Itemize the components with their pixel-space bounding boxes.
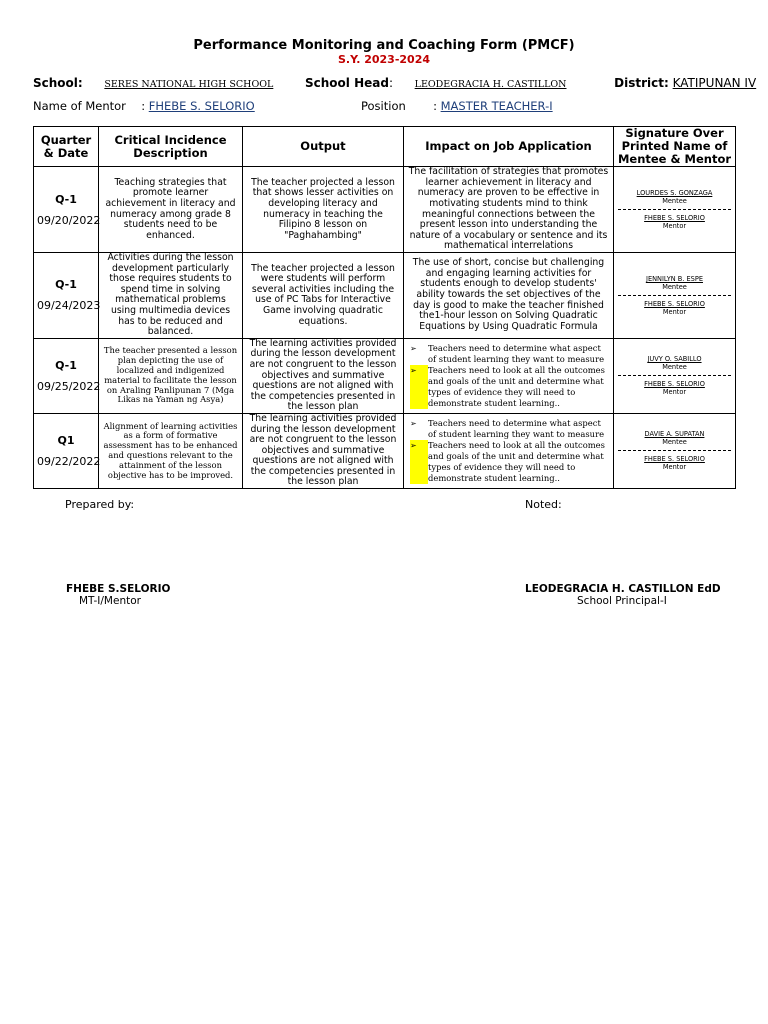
mentor-row xyxy=(33,99,255,113)
mentee-name: DAVIE A. SUPATAN xyxy=(644,430,705,439)
impact-bullet-text: Teachers need to determine what aspect of student learning they want to measure xyxy=(428,342,605,364)
header-output: Output xyxy=(243,127,404,167)
date: 09/20/2022 xyxy=(37,213,101,227)
mentor-role: Mentor xyxy=(662,463,687,472)
impact-bullet xyxy=(410,343,610,365)
mentee-role: Mentee xyxy=(662,282,687,291)
signature-cell xyxy=(614,253,736,339)
output-cell: The teacher projected a lesson that shows lesser activities on developing literacy and numeracy in teaching the Filipino 8 lesson on "Paghahambing" xyxy=(243,167,404,253)
mentor-role: Mentor xyxy=(662,388,687,397)
arrow-bullet-icon: ➢ xyxy=(410,440,428,484)
school-year: S.Y. 2023-2024 xyxy=(337,53,431,66)
impact-cell: The facilitation of strategies that promotes learner achievement in literacy and numeracy are proven to be effective in motivating students mind to think meaningful connections between the present lesson into understanding the nature of a vocabulary or sentence and its mathematical interrelations xyxy=(404,167,614,253)
district-label: District: xyxy=(614,76,669,90)
mentee-name: JUVY O. SABILLO xyxy=(647,355,702,364)
header-signature: Signature Over Printed Name of Mentee & Mentor xyxy=(614,127,736,167)
table-header-row xyxy=(34,127,736,167)
description-cell: Alignment of learning activities as a form of formative assessment has to be enhanced and questions relevant to the attainment of the lesson objective has to be improved. xyxy=(99,413,243,488)
mentee-signature xyxy=(614,351,735,375)
mentor-signature xyxy=(614,451,735,475)
impact-bullet xyxy=(410,440,610,484)
form-title: Performance Monitoring and Coaching Form (PMCF) xyxy=(193,38,575,53)
mentor-sign-name: FHEBE S. SELORIO xyxy=(644,380,705,389)
noter-name: LEODEGRACIA H. CASTILLON EdD xyxy=(525,583,721,595)
quarter: Q-1 xyxy=(55,192,77,206)
mentor-sign-name: FHEBE S. SELORIO xyxy=(644,455,705,464)
impact-bullet xyxy=(410,418,610,440)
preparer-name: FHEBE S.SELORIO xyxy=(66,583,171,595)
impact-cell: The use of short, concise but challenging and engaging learning activities for students enough to develop students' ability towards the set objectives of the day is good to make the teacher finished the1-hour lesson on Solving Quadratic Equations by Using Quadratic Formula xyxy=(404,253,614,339)
signature-cell xyxy=(614,413,736,488)
school-head-colon: : xyxy=(388,76,393,90)
mentor-signature xyxy=(614,210,735,234)
school-info-row xyxy=(33,76,756,90)
impact-cell xyxy=(404,413,614,488)
quarter: Q-1 xyxy=(55,358,77,372)
mentor-label: Name of Mentor xyxy=(33,99,126,113)
arrow-bullet-icon: ➢ xyxy=(410,343,417,353)
mentor-name: FHEBE S. SELORIO xyxy=(148,99,255,113)
mentee-role: Mentee xyxy=(662,197,687,205)
table-row xyxy=(34,413,736,488)
signature-cell xyxy=(614,338,736,413)
school-name: SERES NATIONAL HIGH SCHOOL xyxy=(104,79,274,90)
mentee-name: LOURDES S. GONZAGA xyxy=(636,189,713,197)
position-label: Position xyxy=(361,99,406,113)
mentor-colon: : xyxy=(141,99,146,113)
impact-bullet-text: Teachers need to look at all the outcomes and goals of the unit and determine what types of evidence they will need to demonstrate student learning.. xyxy=(428,439,605,483)
date: 09/22/2022 xyxy=(37,454,101,468)
school-head-label: School Head xyxy=(304,76,389,90)
impact-bullet-text: Teachers need to look at all the outcomes and goals of the unit and determine what types of evidence they will need to demonstrate student learning.. xyxy=(428,364,605,408)
mentor-role: Mentor xyxy=(662,307,687,316)
mentee-name: JENNILYN B. ESPE xyxy=(646,274,703,283)
mentor-signature xyxy=(614,296,735,320)
school-label: School: xyxy=(33,76,83,90)
mentee-role: Mentee xyxy=(662,438,687,447)
output-cell: The learning activities provided during the lesson development are not congruent to the lesson objectives and summative questions are not aligned with the competencies presented in the lesson plan xyxy=(243,413,404,488)
header-description: Critical Incidence Description xyxy=(99,127,243,167)
mentee-role: Mentee xyxy=(662,363,687,372)
arrow-bullet-icon: ➢ xyxy=(410,365,428,409)
quarter: Q1 xyxy=(57,433,75,447)
school-head-name: LEODEGRACIA H. CASTILLON xyxy=(414,79,567,90)
mentor-sign-name: FHEBE S. SELORIO xyxy=(644,299,705,308)
output-cell: The teacher projected a lesson were students will perform several activities including the use of PC Tabs for Interactive Game involving quadratic equations. xyxy=(243,253,404,339)
description-cell: Teaching strategies that promote learner achievement in literacy and numeracy among grade 8 students need to be enhanced. xyxy=(99,167,243,253)
position-colon: : xyxy=(433,99,437,113)
header-quarter-date: Quarter & Date xyxy=(34,127,99,167)
table-row xyxy=(34,167,736,253)
mentee-signature xyxy=(614,185,735,209)
quarter-date-cell xyxy=(34,338,99,413)
preparer-title: MT-I/Mentor xyxy=(79,595,141,607)
date: 09/24/2023 xyxy=(37,299,101,313)
quarter-date-cell xyxy=(34,253,99,339)
prepared-by-label: Prepared by: xyxy=(65,498,135,511)
date: 09/25/2022 xyxy=(37,379,101,393)
arrow-bullet-icon: ➢ xyxy=(410,418,417,428)
district-name: KATIPUNAN IV xyxy=(672,76,757,90)
mentor-signature xyxy=(614,376,735,400)
description-cell: Activities during the lesson development particularly those requires students to spend time in solving mathematical problems using multimedia devices has to be reduced and balanced. xyxy=(99,253,243,339)
position-value: MASTER TEACHER-I xyxy=(440,99,553,113)
noter-title: School Principal-I xyxy=(577,595,667,607)
mentor-role: Mentor xyxy=(662,222,687,230)
mentee-signature xyxy=(614,426,735,450)
impact-bullet-text: Teachers need to determine what aspect of student learning they want to measure xyxy=(428,417,605,439)
mentee-signature xyxy=(614,271,735,295)
impact-bullet xyxy=(410,365,610,409)
position-row xyxy=(361,99,553,113)
table-row xyxy=(34,253,736,339)
quarter: Q-1 xyxy=(55,278,77,292)
output-cell: The learning activities provided during the lesson development are not congruent to the lesson objectives and summative questions are not aligned with the competencies presented in the lesson plan xyxy=(243,338,404,413)
pmcf-table xyxy=(33,126,736,489)
signature-cell xyxy=(614,167,736,253)
table-row xyxy=(34,338,736,413)
quarter-date-cell xyxy=(34,167,99,253)
noted-label: Noted: xyxy=(525,498,562,511)
impact-cell xyxy=(404,338,614,413)
mentor-sign-name: FHEBE S. SELORIO xyxy=(644,214,705,222)
description-cell: The teacher presented a lesson plan depicting the use of localized and indigenized material to facilitate the lesson on Araling Panlipunan 7 (Mga Likas na Yaman ng Asya) xyxy=(99,338,243,413)
header-impact: Impact on Job Application xyxy=(404,127,614,167)
quarter-date-cell xyxy=(34,413,99,488)
